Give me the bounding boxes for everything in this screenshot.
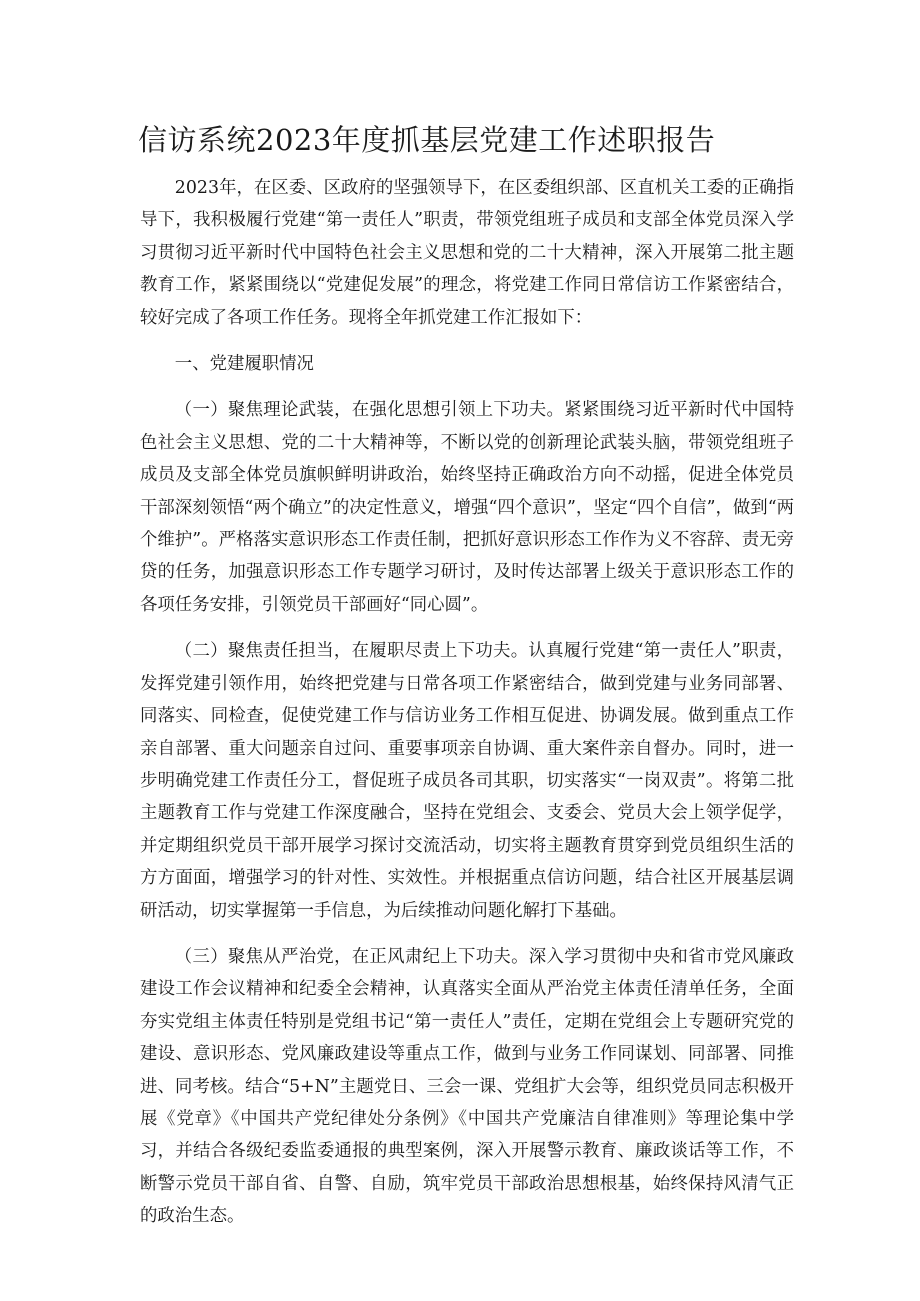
section-item-3: （三）聚焦从严治党，在正风肃纪上下功夫。深入学习贯彻中央和省市党风廉政建设工作会议精神和纪委全会精神，认真落实全面从严治党主体责任清单任务，全面夯实党组主体责任特别是党组书记“第一责任人”责任，定期在党组会上专题研究党的建设、意识形态、党风廉政建设等重点工作，做到与业务工作同谋划、同部署、同推进、同考核。结合“5+N”主题党日、三会一课、党组扩大会等，组织党员同志积极开展《党章》《中国共产党纪律处分条例》《中国共产党廉洁自律准则》等理论集中学习，并结合各级纪委监委通报的典型案例，深入开展警示教育、廉政谈话等工作，不断警示党员干部自省、自警、自励，筑牢党员干部政治思想根基，始终保持风清气正的政治生态。 bbox=[140, 946, 794, 1227]
section-item-1: （一）聚焦理论武装，在强化思想引领上下功夫。紧紧围绕习近平新时代中国特色社会主义思想、党的二十大精神等，不断以党的创新理论武装头脑，带领党组班子成员及支部全体党员旗帜鲜明讲政治，始终坚持正确政治方向不动摇，促进全体党员干部深刻领悟“两个确立”的决定性意义，增强“四个意识”，坚定“四个自信”，做到“两个维护”。严格落实意识形态工作责任制，把抓好意识形态工作作为义不容辞、责无旁贷的任务，加强意识形态工作专题学习研讨，及时传达部署上级关于意识形态工作的各项任务安排，引领党员干部画好“同心圆”。 bbox=[140, 400, 794, 615]
intro-paragraph: 2023年，在区委、区政府的坚强领导下，在区委组织部、区直机关工委的正确指导下，我积极履行党建“第一责任人”职责，带领党组班子成员和支部全体党员深入学习贯彻习近平新时代中国特色社会主义思想和党的二十大精神，深入开展第二批主题教育工作，紧紧围绕以“党建促发展”的理念，将党建工作同日常信访工作紧密结合，较好完成了各项工作任务。现将全年抓党建工作汇报如下： bbox=[140, 178, 794, 328]
section-heading: 一、党建履职情况 bbox=[174, 354, 314, 375]
document-title: 信访系统2023年度抓基层党建工作述职报告 bbox=[138, 123, 716, 157]
section-item-2: （二）聚焦责任担当，在履职尽责上下功夫。认真履行党建“第一责任人”职责，发挥党建引领作用，始终把党建与日常各项工作紧密结合，做到党建与业务同部署、同落实、同检查，促使党建工作与信访业务工作相互促进、协调发展。做到重点工作亲自部署、重大问题亲自过问、重要事项亲自协调、重大案件亲自督办。同时，进一步明确党建工作责任分工，督促班子成员各司其职，切实落实“一岗双责”。将第二批主题教育工作与党建工作深度融合，坚持在党组会、支委会、党员大会上领学促学，并定期组织党员干部开展学习探讨交流活动，切实将主题教育贯穿到党员组织生活的方方面面，增强学习的针对性、实效性。并根据重点信访问题，结合社区开展基层调研活动，切实掌握第一手信息，为后续推动问题化解打下基础。 bbox=[140, 641, 794, 921]
document-body bbox=[140, 172, 794, 1247]
